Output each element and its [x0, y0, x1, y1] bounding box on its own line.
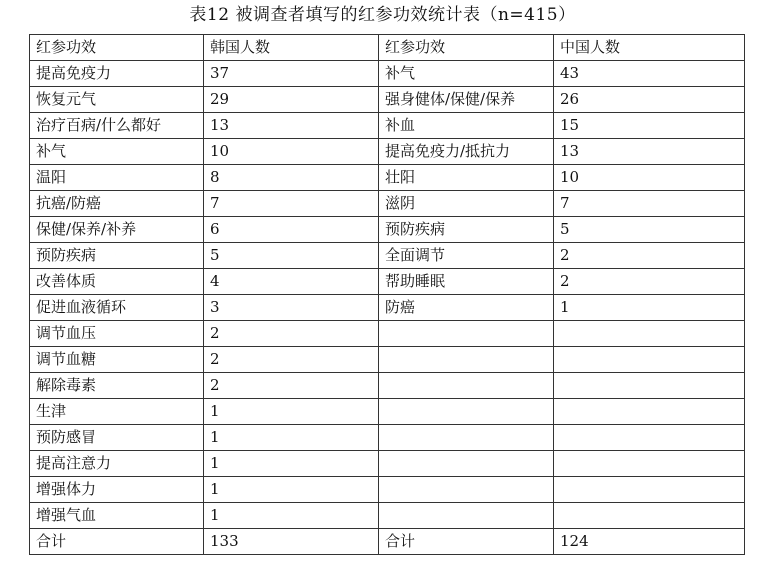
table-row	[30, 191, 745, 217]
china-efficacy-cell	[379, 503, 554, 529]
china-count-cell	[554, 425, 745, 451]
korea-count-cell: 1	[204, 477, 379, 503]
table-row	[30, 347, 745, 373]
table-caption: 表12 被调查者填写的红参功效统计表（n=415）	[189, 5, 576, 25]
china-count-cell	[554, 347, 745, 373]
korea-efficacy-cell: 调节血压	[30, 321, 204, 347]
korea-efficacy-cell: 抗癌/防癌	[30, 191, 204, 217]
china-count-cell	[554, 451, 745, 477]
china-count-cell	[554, 477, 745, 503]
table-row	[30, 451, 745, 477]
korea-count-cell: 10	[204, 139, 379, 165]
table-row	[30, 295, 745, 321]
table-row	[30, 243, 745, 269]
korea-count-cell: 29	[204, 87, 379, 113]
korea-count-cell: 7	[204, 191, 379, 217]
korea-count-cell: 8	[204, 165, 379, 191]
korea-count-cell: 6	[204, 217, 379, 243]
china-efficacy-cell: 滋阴	[379, 191, 554, 217]
china-efficacy-cell	[379, 399, 554, 425]
korea-efficacy-cell: 增强体力	[30, 477, 204, 503]
china-count-cell: 15	[554, 113, 745, 139]
china-count-cell: 2	[554, 243, 745, 269]
korea-count-cell: 13	[204, 113, 379, 139]
total-row	[30, 529, 745, 555]
china-efficacy-cell	[379, 373, 554, 399]
korea-count-cell: 4	[204, 269, 379, 295]
china-efficacy-cell: 强身健体/保健/保养	[379, 87, 554, 113]
table-row	[30, 503, 745, 529]
korea-efficacy-cell: 提高免疫力	[30, 61, 204, 87]
china-count-cell: 5	[554, 217, 745, 243]
header-cell-korea-count: 韩国人数	[204, 35, 379, 61]
china-efficacy-cell	[379, 347, 554, 373]
china-count-cell	[554, 399, 745, 425]
china-efficacy-cell	[379, 321, 554, 347]
korea-efficacy-cell: 生津	[30, 399, 204, 425]
korea-count-cell: 1	[204, 503, 379, 529]
korea-count-cell: 1	[204, 399, 379, 425]
total-korea-count-cell: 133	[204, 529, 379, 555]
korea-count-cell: 2	[204, 321, 379, 347]
china-efficacy-cell: 补气	[379, 61, 554, 87]
china-count-cell	[554, 503, 745, 529]
china-efficacy-cell: 全面调节	[379, 243, 554, 269]
table-row	[30, 399, 745, 425]
korea-count-cell: 1	[204, 425, 379, 451]
korea-efficacy-cell: 补气	[30, 139, 204, 165]
korea-count-cell: 2	[204, 347, 379, 373]
table-body	[30, 35, 745, 555]
table-row	[30, 373, 745, 399]
table-row	[30, 321, 745, 347]
korea-efficacy-cell: 解除毒素	[30, 373, 204, 399]
table-row	[30, 165, 745, 191]
header-cell-korea-efficacy: 红参功效	[30, 35, 204, 61]
china-count-cell: 13	[554, 139, 745, 165]
china-efficacy-cell: 防癌	[379, 295, 554, 321]
korea-count-cell: 5	[204, 243, 379, 269]
china-count-cell: 2	[554, 269, 745, 295]
china-count-cell: 1	[554, 295, 745, 321]
korea-efficacy-cell: 治疗百病/什么都好	[30, 113, 204, 139]
korea-efficacy-cell: 增强气血	[30, 503, 204, 529]
china-efficacy-cell	[379, 451, 554, 477]
korea-efficacy-cell: 预防疾病	[30, 243, 204, 269]
china-efficacy-cell: 壮阳	[379, 165, 554, 191]
table-row	[30, 87, 745, 113]
korea-efficacy-cell: 预防感冒	[30, 425, 204, 451]
table-row	[30, 477, 745, 503]
china-efficacy-cell: 预防疾病	[379, 217, 554, 243]
korea-count-cell: 1	[204, 451, 379, 477]
table-row	[30, 61, 745, 87]
korea-efficacy-cell: 促进血液循环	[30, 295, 204, 321]
china-efficacy-cell: 提高免疫力/抵抗力	[379, 139, 554, 165]
china-efficacy-cell	[379, 477, 554, 503]
efficacy-stats-table	[29, 34, 745, 555]
china-count-cell: 7	[554, 191, 745, 217]
header-row	[30, 35, 745, 61]
table-row	[30, 113, 745, 139]
china-efficacy-cell	[379, 425, 554, 451]
table-row	[30, 139, 745, 165]
header-cell-china-count: 中国人数	[554, 35, 745, 61]
korea-efficacy-cell: 调节血糖	[30, 347, 204, 373]
table-row	[30, 217, 745, 243]
korea-count-cell: 37	[204, 61, 379, 87]
china-efficacy-cell: 帮助睡眠	[379, 269, 554, 295]
korea-count-cell: 3	[204, 295, 379, 321]
korea-efficacy-cell: 改善体质	[30, 269, 204, 295]
china-count-cell	[554, 373, 745, 399]
header-cell-china-efficacy: 红参功效	[379, 35, 554, 61]
total-china-count-cell: 124	[554, 529, 745, 555]
korea-efficacy-cell: 保健/保养/补养	[30, 217, 204, 243]
korea-efficacy-cell: 温阳	[30, 165, 204, 191]
china-efficacy-cell: 补血	[379, 113, 554, 139]
total-korea-efficacy-cell: 合计	[30, 529, 204, 555]
china-count-cell	[554, 321, 745, 347]
table-row	[30, 269, 745, 295]
korea-efficacy-cell: 提高注意力	[30, 451, 204, 477]
table-row	[30, 425, 745, 451]
china-count-cell: 10	[554, 165, 745, 191]
korea-efficacy-cell: 恢复元气	[30, 87, 204, 113]
korea-count-cell: 2	[204, 373, 379, 399]
china-count-cell: 43	[554, 61, 745, 87]
total-china-efficacy-cell: 合计	[379, 529, 554, 555]
china-count-cell: 26	[554, 87, 745, 113]
